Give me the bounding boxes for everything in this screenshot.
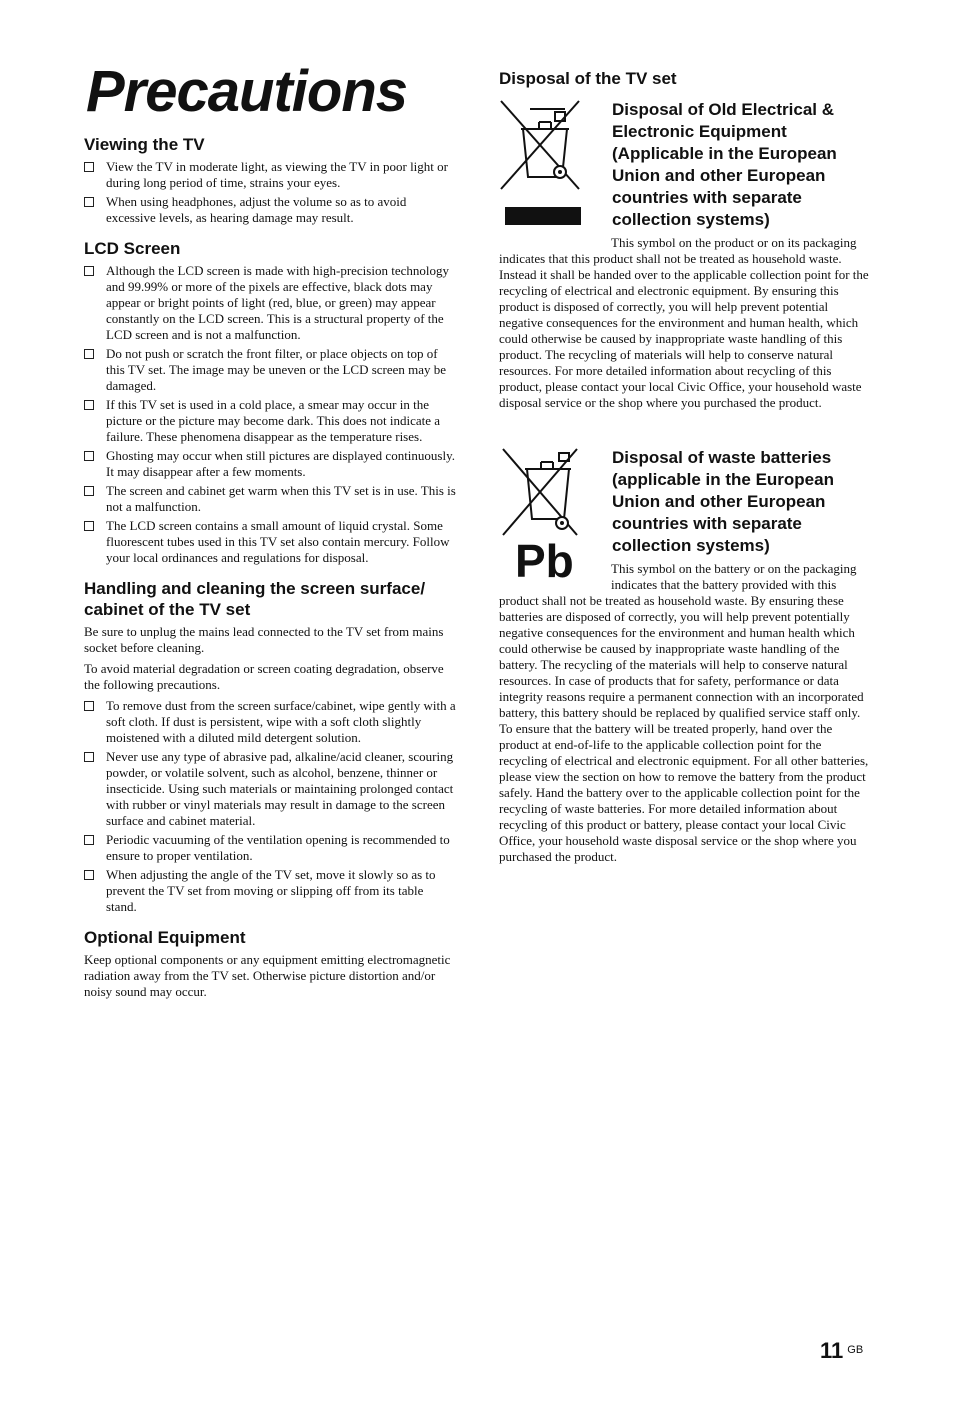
section-optional-equipment: [84, 927, 456, 1000]
list-item: Although the LCD screen is made with high-precision technology and 99.99% or more of the pixels are effective, black dots may appear or bright points of light (red, blue, or green) may appear constantly on the LCD screen. This is a structural property of the LCD screen and is not a malfunction.: [84, 263, 456, 343]
list-item: Never use any type of abrasive pad, alkaline/acid cleaner, scouring powder, or volatile solvent, such as alcohol, benzene, thinner or insecticide. Using such materials or maintaining prolonged contact with rubber or vinyl materials may result in damage to the screen surface and cabinet material.: [84, 749, 456, 829]
section-lcd-screen: [84, 238, 456, 566]
checkbox-bullet-icon: [84, 451, 94, 461]
page-number: [820, 1338, 863, 1364]
page-title: Precautions: [86, 59, 407, 124]
checkbox-bullet-icon: [84, 162, 94, 172]
checkbox-bullet-icon: [84, 701, 94, 711]
list-item: When using headphones, adjust the volume so as to avoid excessive levels, as hearing damage may result.: [84, 194, 456, 226]
checkbox-bullet-icon: [84, 870, 94, 880]
list-item: View the TV in moderate light, as viewing the TV in poor light or during long period of time, strains your eyes.: [84, 159, 456, 191]
list-item: The LCD screen contains a small amount of liquid crystal. Some fluorescent tubes used in this TV set also contain mercury. Follow your local ordinances and regulations for disposal.: [84, 518, 456, 566]
viewing-list: [84, 159, 456, 226]
lcd-list: [84, 263, 456, 566]
list-item: To remove dust from the screen surface/cabinet, wipe gently with a soft cloth. If dust is persistent, wipe with a soft cloth slightly moistened with a diluted mild detergent solution.: [84, 698, 456, 746]
heading-optional-equipment: Optional Equipment: [84, 928, 246, 947]
left-column: [84, 134, 456, 1005]
list-item: The screen and cabinet get warm when this TV set is in use. This is not a malfunction.: [84, 483, 456, 515]
section-cleaning: [84, 578, 456, 915]
cleaning-list: [84, 698, 456, 915]
heading-batteries: Disposal of waste batteries (applicable in the European Union and other European countries with separate collection systems): [612, 448, 834, 555]
list-item: Periodic vacuuming of the ventilation opening is recommended to ensure to proper ventilation.: [84, 832, 456, 864]
checkbox-bullet-icon: [84, 521, 94, 531]
weee-block: [499, 99, 869, 411]
weee-para: This symbol on the product or on its packaging indicates that this product shall not be treated as household waste. Instead it shall be handed over to the applicable collection point for the recycling of electrical and electronic equipment. By ensuring this product is disposed of correctly, you will help prevent potential negative consequences for the environment and human health, which could otherwise be caused by inappropriate waste handling of this product. The recycling of materials will help to conserve natural resources. For more detailed information about recycling of this product, please contact your local Civic Office, your household waste disposal service or the shop where you purchased the product.: [499, 235, 869, 410]
heading-cleaning: Handling and cleaning the screen surface/ cabinet of the TV set: [84, 579, 426, 619]
checkbox-bullet-icon: [84, 752, 94, 762]
checkbox-bullet-icon: [84, 400, 94, 410]
checkbox-bullet-icon: [84, 266, 94, 276]
list-item: Do not push or scratch the front filter, or place objects on top of this TV set. The image may be uneven or the LCD screen may be damaged.: [84, 346, 456, 394]
list-item: Ghosting may occur when still pictures are displayed continuously. It may disappear after a few moments.: [84, 448, 456, 480]
section-viewing-tv: [84, 134, 456, 226]
checkbox-bullet-icon: [84, 349, 94, 359]
heading-lcd-screen: LCD Screen: [84, 239, 181, 258]
list-item: When adjusting the angle of the TV set, move it slowly so as to prevent the TV set from moving or slipping off from its table stand.: [84, 867, 456, 915]
crossed-out-bin-pb-icon: [499, 447, 611, 586]
batteries-block: [499, 447, 869, 865]
right-column: [499, 68, 869, 865]
page-number-value: 11: [820, 1338, 844, 1363]
page-number-suffix: GB: [847, 1344, 864, 1356]
heading-disposal-tv: Disposal of the TV set: [499, 69, 677, 88]
batteries-para: This symbol on the battery or on the packaging indicates that the battery provided with this product shall not be treated as household waste. By ensuring these batteries are disposed of correctly, you will help prevent potentially negative consequences for the environment and human health which could otherwise be caused by inappropriate waste handling of the battery. The recycling of the materials will help to conserve natural resources. In case of products that for safety, performance or data integrity reasons require a permanent connection with an incorporated battery, this battery should be replaced by qualified service staff only. To ensure that the battery will be treated properly, hand over the product at end-of-life to the applicable collection point for the recycling of electrical and electronic equipment. For all other batteries, please view the section on how to remove the battery from the product safely. Hand the battery over to the applicable collection point for the recycling of waste batteries. For more detailed information about recycling of this product or battery, please contact your local Civic Office, your household waste disposal service or the shop where you purchased the product.: [499, 561, 869, 864]
optional-para: Keep optional components or any equipment emitting electromagnetic radiation away from the TV set. Otherwise picture distortion and/or noisy sound may occur.: [84, 952, 451, 999]
checkbox-bullet-icon: [84, 486, 94, 496]
cleaning-para-1: Be sure to unplug the mains lead connected to the TV set from mains socket before cleaning.: [84, 624, 444, 655]
heading-weee: Disposal of Old Electrical & Electronic Equipment (Applicable in the European Union and other European countries with separate collection systems): [612, 100, 837, 229]
crossed-out-wheelie-bin-icon: [499, 99, 611, 236]
pb-label: Pb: [515, 535, 574, 581]
checkbox-bullet-icon: [84, 835, 94, 845]
heading-viewing-tv: Viewing the TV: [84, 135, 205, 154]
list-item: If this TV set is used in a cold place, a smear may occur in the picture or the picture may become dark. This does not indicate a failure. These phenomena disappear as the temperature rises.: [84, 397, 456, 445]
cleaning-para-2: To avoid material degradation or screen coating degradation, observe the following precautions.: [84, 661, 444, 692]
checkbox-bullet-icon: [84, 197, 94, 207]
